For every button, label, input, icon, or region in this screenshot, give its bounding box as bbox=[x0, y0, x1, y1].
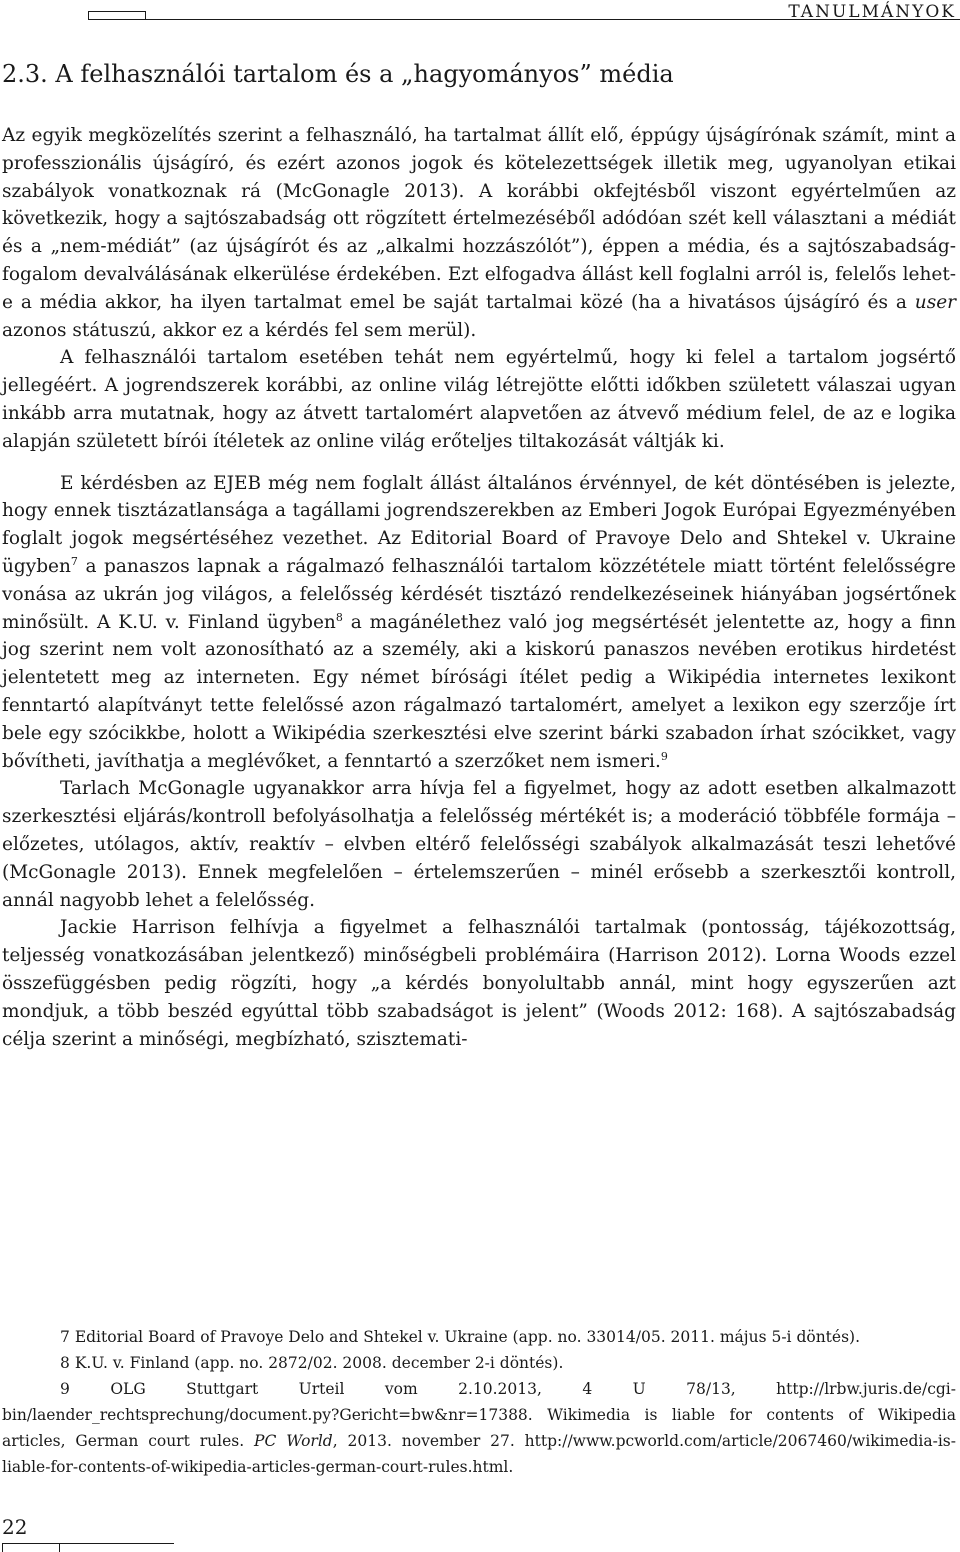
footnote-7 bbox=[2, 1324, 956, 1350]
section-heading: 2.3. A felhasználói tartalom és a „hagyományos” média bbox=[2, 60, 674, 88]
paragraph-gap bbox=[2, 456, 956, 470]
running-head: TANULMÁNYOK bbox=[788, 2, 956, 22]
paragraph-3-text-c: a magánélethez való jog megsértését jelentette az, hogy a finn jog szerint nem volt azonosítható az a személy, aki a kiskorú panaszos nevében erotikus hirdetést jelentetett meg az interneten. Egy német bírósági ítélet pedig a Wikipédia internetes lexikont fenntartó alapítványt tette felelőssé azon rágalmazó tartalomért, amelyet a lexikon egy szerzője írt bele egy szócikkbe, holott a Wikipédia szerkesztési elve szerint bárki szabadon írhat szócikket, vagy bővítheti, javíthatja a meglévőket, a fenntartó a szerzőket nem ismeri. bbox=[2, 611, 956, 772]
footnote-9-text-b: , 2013. november 27. http://www.pcworld.com/article/2067460/wikimedia-is-liable-for-contents-of-wikipedia-articles-german-court-rules.html. bbox=[2, 1432, 956, 1476]
footnote-8 bbox=[2, 1350, 956, 1376]
paragraph-1-text-a: Az egyik megközelítés szerint a felhasználó, ha tartalmat állít elő, éppúgy újságírónak számít, mint a professzionális újságíró, és ezért azonos jogok és kötelezettségek illetik meg, ugyanolyan etikai szabályok vonatkoznak rá (McGonagle 2013). A korábbi okfejtésből viszont egyértelműen az következik, hogy a sajtószabadság ott rögzített értelmezéséből adódóan szét kell választani a médiát és a „nem-médiát” (az újságírót és az „alkalmi hozzászólót”), éppen a média, és a sajtószabadság-fogalom devalválásának elkerülése érdekében. Ezt elfogadva állást kell foglalni arról is, felelős lehet-e a média akkor, ha ilyen tartalmat emel be saját tartalmai közé (ha a hivatásos újságíró és a bbox=[2, 125, 956, 313]
footnote-9-text-a: OLG Stuttgart Urteil vom 2.10.2013, 4 U 78/13, http://lrbw.juris.de/cgi-bin/laender_rechtsprechung/document.py?Gericht=bw&nr=17388. Wikimedia is liable for contents of Wikipedia articles, German court rules. bbox=[2, 1380, 956, 1450]
paragraph-4: Tarlach McGonagle ugyanakkor arra hívja fel a figyelmet, hogy az adott esetben alkalmazott szerkesztési eljárás/kontroll befolyásolhatja a felelősség mértékét is; a moderáció többféle formája – előzetes, utólagos, aktív, reaktív – elvben eltérő felelősségi szabályok alkalmazását teszi lehetővé (McGonagle 2013). Ennek megfelelően – értelemszerűen – minél erősebb a szerkesztői kontroll, annál nagyobb lehet a felelősség. bbox=[2, 778, 956, 911]
paragraph-2: A felhasználói tartalom esetében tehát nem egyértelmű, hogy ki felel a tartalom jogsértő jellegéért. A jogrendszerek korábbi, az online világ létrejötte előtti időkben született válaszai ugyan inkább arra mutatnak, hogy az átvett tartalomért alapvetően az átvevő médium felel, de az e logika alapján született bírói ítéletek az online világ erőteljes tiltakozását váltják ki. bbox=[2, 347, 956, 452]
paragraph-1 bbox=[2, 122, 956, 344]
paragraph-1-text-b: azonos státuszú, akkor ez a kérdés fel sem merül). bbox=[2, 319, 477, 341]
paragraph-5: Jackie Harrison felhívja a figyelmet a felhasználói tartalmak (pontosság, tájékozottság, teljesség vonatkozásában jelentkező) minőségbeli problémáira (Harrison 2012). Lorna Woods ezzel összefüggésben pedig rögzíti, hogy „a kérdés bonyolultabb annál, mint hogy egyszerűen azt mondjuk, a több beszéd egyúttal több szabadságot is jelent” (Woods 2012: 168). A sajtószabadság célja szerint a minőségi, megbízható, szisztemati- bbox=[2, 917, 956, 1050]
footer-rule-box bbox=[2, 1543, 60, 1552]
page-number: 22 bbox=[2, 1515, 28, 1539]
footer-rule-line bbox=[2, 1543, 174, 1544]
footnote-9-number: 9 bbox=[60, 1380, 70, 1398]
footnote-marker-8[interactable]: 8 bbox=[335, 610, 343, 624]
footnote-8-text: K.U. v. Finland (app. no. 2872/02. 2008. december 2-i döntés). bbox=[74, 1354, 564, 1372]
paragraph-3 bbox=[2, 470, 956, 776]
user-term: user bbox=[914, 291, 956, 313]
footnote-7-text: Editorial Board of Pravoye Delo and Shtekel v. Ukraine (app. no. 33014/05. 2011. május 5-i döntés). bbox=[74, 1328, 861, 1346]
footnote-9-source-title: PC World bbox=[254, 1432, 333, 1450]
footnote-8-number: 8 bbox=[60, 1354, 70, 1372]
paragraph-3-text-b: a panaszos lapnak a rágalmazó felhasználói tartalom közzététele miatt történt felelősségre vonása az ukrán jog világos, a felelősség kérdését tisztázó rendelkezéseinek hiányában jogsértőnek minősült. A K.U. v. Finland ügyben bbox=[2, 555, 956, 633]
paragraph-3-text-a: E kérdésben az EJEB még nem foglalt állást általános érvénnyel, de két döntésében is jelezte, hogy ennek tisztázatlansága a tagállami jogrendszerekben az Emberi Jogok Európai Egyezményében foglalt jogok megsértéséhez vezethet. Az Editorial Board of Pravoye Delo and Shtekel v. Ukraine ügyben bbox=[2, 472, 956, 577]
footnote-marker-9[interactable]: 9 bbox=[660, 749, 668, 763]
footnote-7-number: 7 bbox=[60, 1328, 70, 1346]
footnote-marker-7[interactable]: 7 bbox=[70, 554, 78, 568]
footnotes bbox=[2, 1324, 956, 1480]
body-text bbox=[2, 122, 956, 1053]
footnote-9 bbox=[2, 1376, 956, 1480]
